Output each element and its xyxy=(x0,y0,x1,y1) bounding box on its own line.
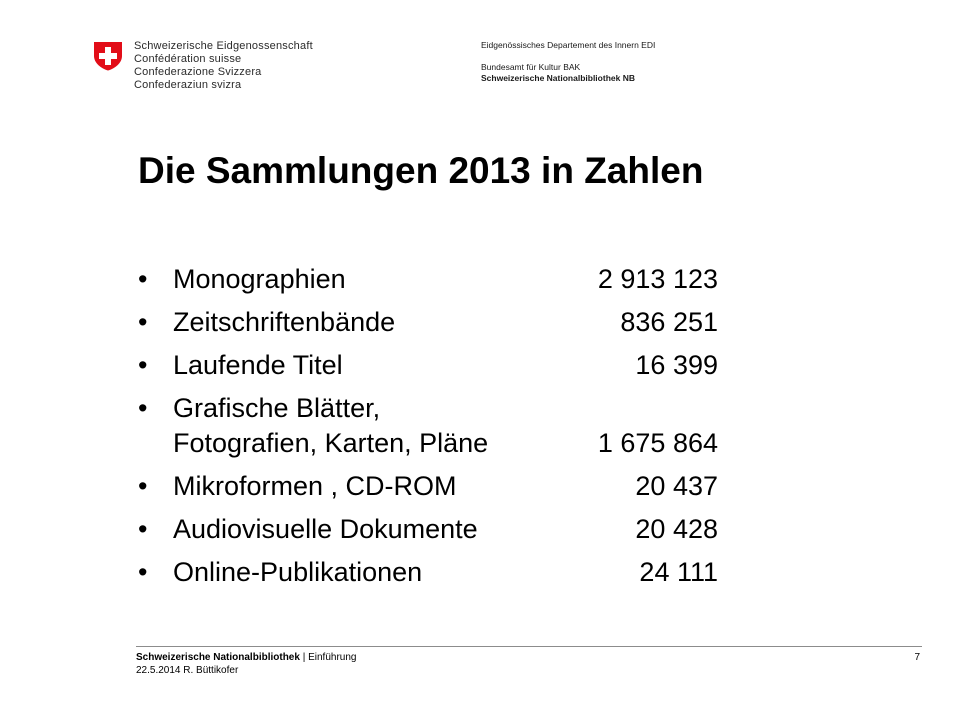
footer-info xyxy=(136,651,356,677)
item-value: 24 111 xyxy=(639,557,718,587)
department-name: Eidgenössisches Departement des Innern EDI xyxy=(481,40,656,50)
item-label: Laufende Titel xyxy=(173,350,343,380)
item-label-line-1: Grafische Blätter, xyxy=(173,393,381,423)
item-label: Mikroformen , CD-ROM xyxy=(173,471,457,501)
item-label-line-2: Fotografien, Karten, Pläne xyxy=(173,428,489,458)
item-value: 16 399 xyxy=(635,350,718,380)
bullet-icon: • xyxy=(138,350,148,380)
item-value: 1 675 864 xyxy=(597,428,718,458)
office-name: Bundesamt für Kultur BAK xyxy=(481,62,581,72)
item-label: Online-Publikationen xyxy=(173,557,423,587)
list-item-monographien xyxy=(138,258,738,301)
footer-divider xyxy=(136,646,922,647)
swiss-cross-svg xyxy=(93,41,123,71)
footer-section: Einführung xyxy=(308,652,357,663)
footer-line-1 xyxy=(136,651,356,664)
name-german: Schweizerische Eidgenossenschaft xyxy=(134,40,313,52)
collection-stats-list xyxy=(138,258,738,594)
slide-title: Die Sammlungen 2013 in Zahlen xyxy=(138,150,704,191)
cross-horizontal xyxy=(99,53,117,59)
department-block xyxy=(481,40,655,84)
footer-organization: Schweizerische Nationalbibliothek xyxy=(136,652,300,663)
item-value: 20 437 xyxy=(635,471,718,501)
item-label: Monographien xyxy=(173,264,346,294)
item-label xyxy=(173,391,488,461)
library-name: Schweizerische Nationalbibliothek NB xyxy=(481,73,635,83)
bullet-icon: • xyxy=(138,514,148,544)
list-item-online-publikationen xyxy=(138,551,738,594)
footer-separator: | xyxy=(299,652,309,663)
bullet-icon: • xyxy=(138,393,148,423)
item-label: Audiovisuelle Dokumente xyxy=(173,514,478,544)
confederation-names xyxy=(134,40,313,92)
bullet-icon: • xyxy=(138,471,148,501)
item-value: 836 251 xyxy=(620,307,718,337)
list-item-audiovisuelle-dokumente xyxy=(138,508,738,551)
item-label: Zeitschriftenbände xyxy=(173,307,396,337)
item-value: 20 428 xyxy=(635,514,718,544)
bullet-icon: • xyxy=(138,264,148,294)
list-item-mikroformen xyxy=(138,465,738,508)
list-item-zeitschriftenbaende xyxy=(138,301,738,344)
bullet-icon: • xyxy=(138,557,148,587)
list-item-grafische-blaetter xyxy=(138,387,738,465)
bullet-icon: • xyxy=(138,307,148,337)
name-romansh: Confederaziun svizra xyxy=(134,79,242,91)
name-french: Confédération suisse xyxy=(134,53,242,65)
item-value: 2 913 123 xyxy=(597,264,718,294)
page-number: 7 xyxy=(914,652,920,663)
swiss-cross-icon xyxy=(93,41,123,71)
footer-date-author: 22.5.2014 R. Büttikofer xyxy=(136,665,239,676)
list-item-laufende-titel xyxy=(138,344,738,387)
name-italian: Confederazione Svizzera xyxy=(134,66,262,78)
